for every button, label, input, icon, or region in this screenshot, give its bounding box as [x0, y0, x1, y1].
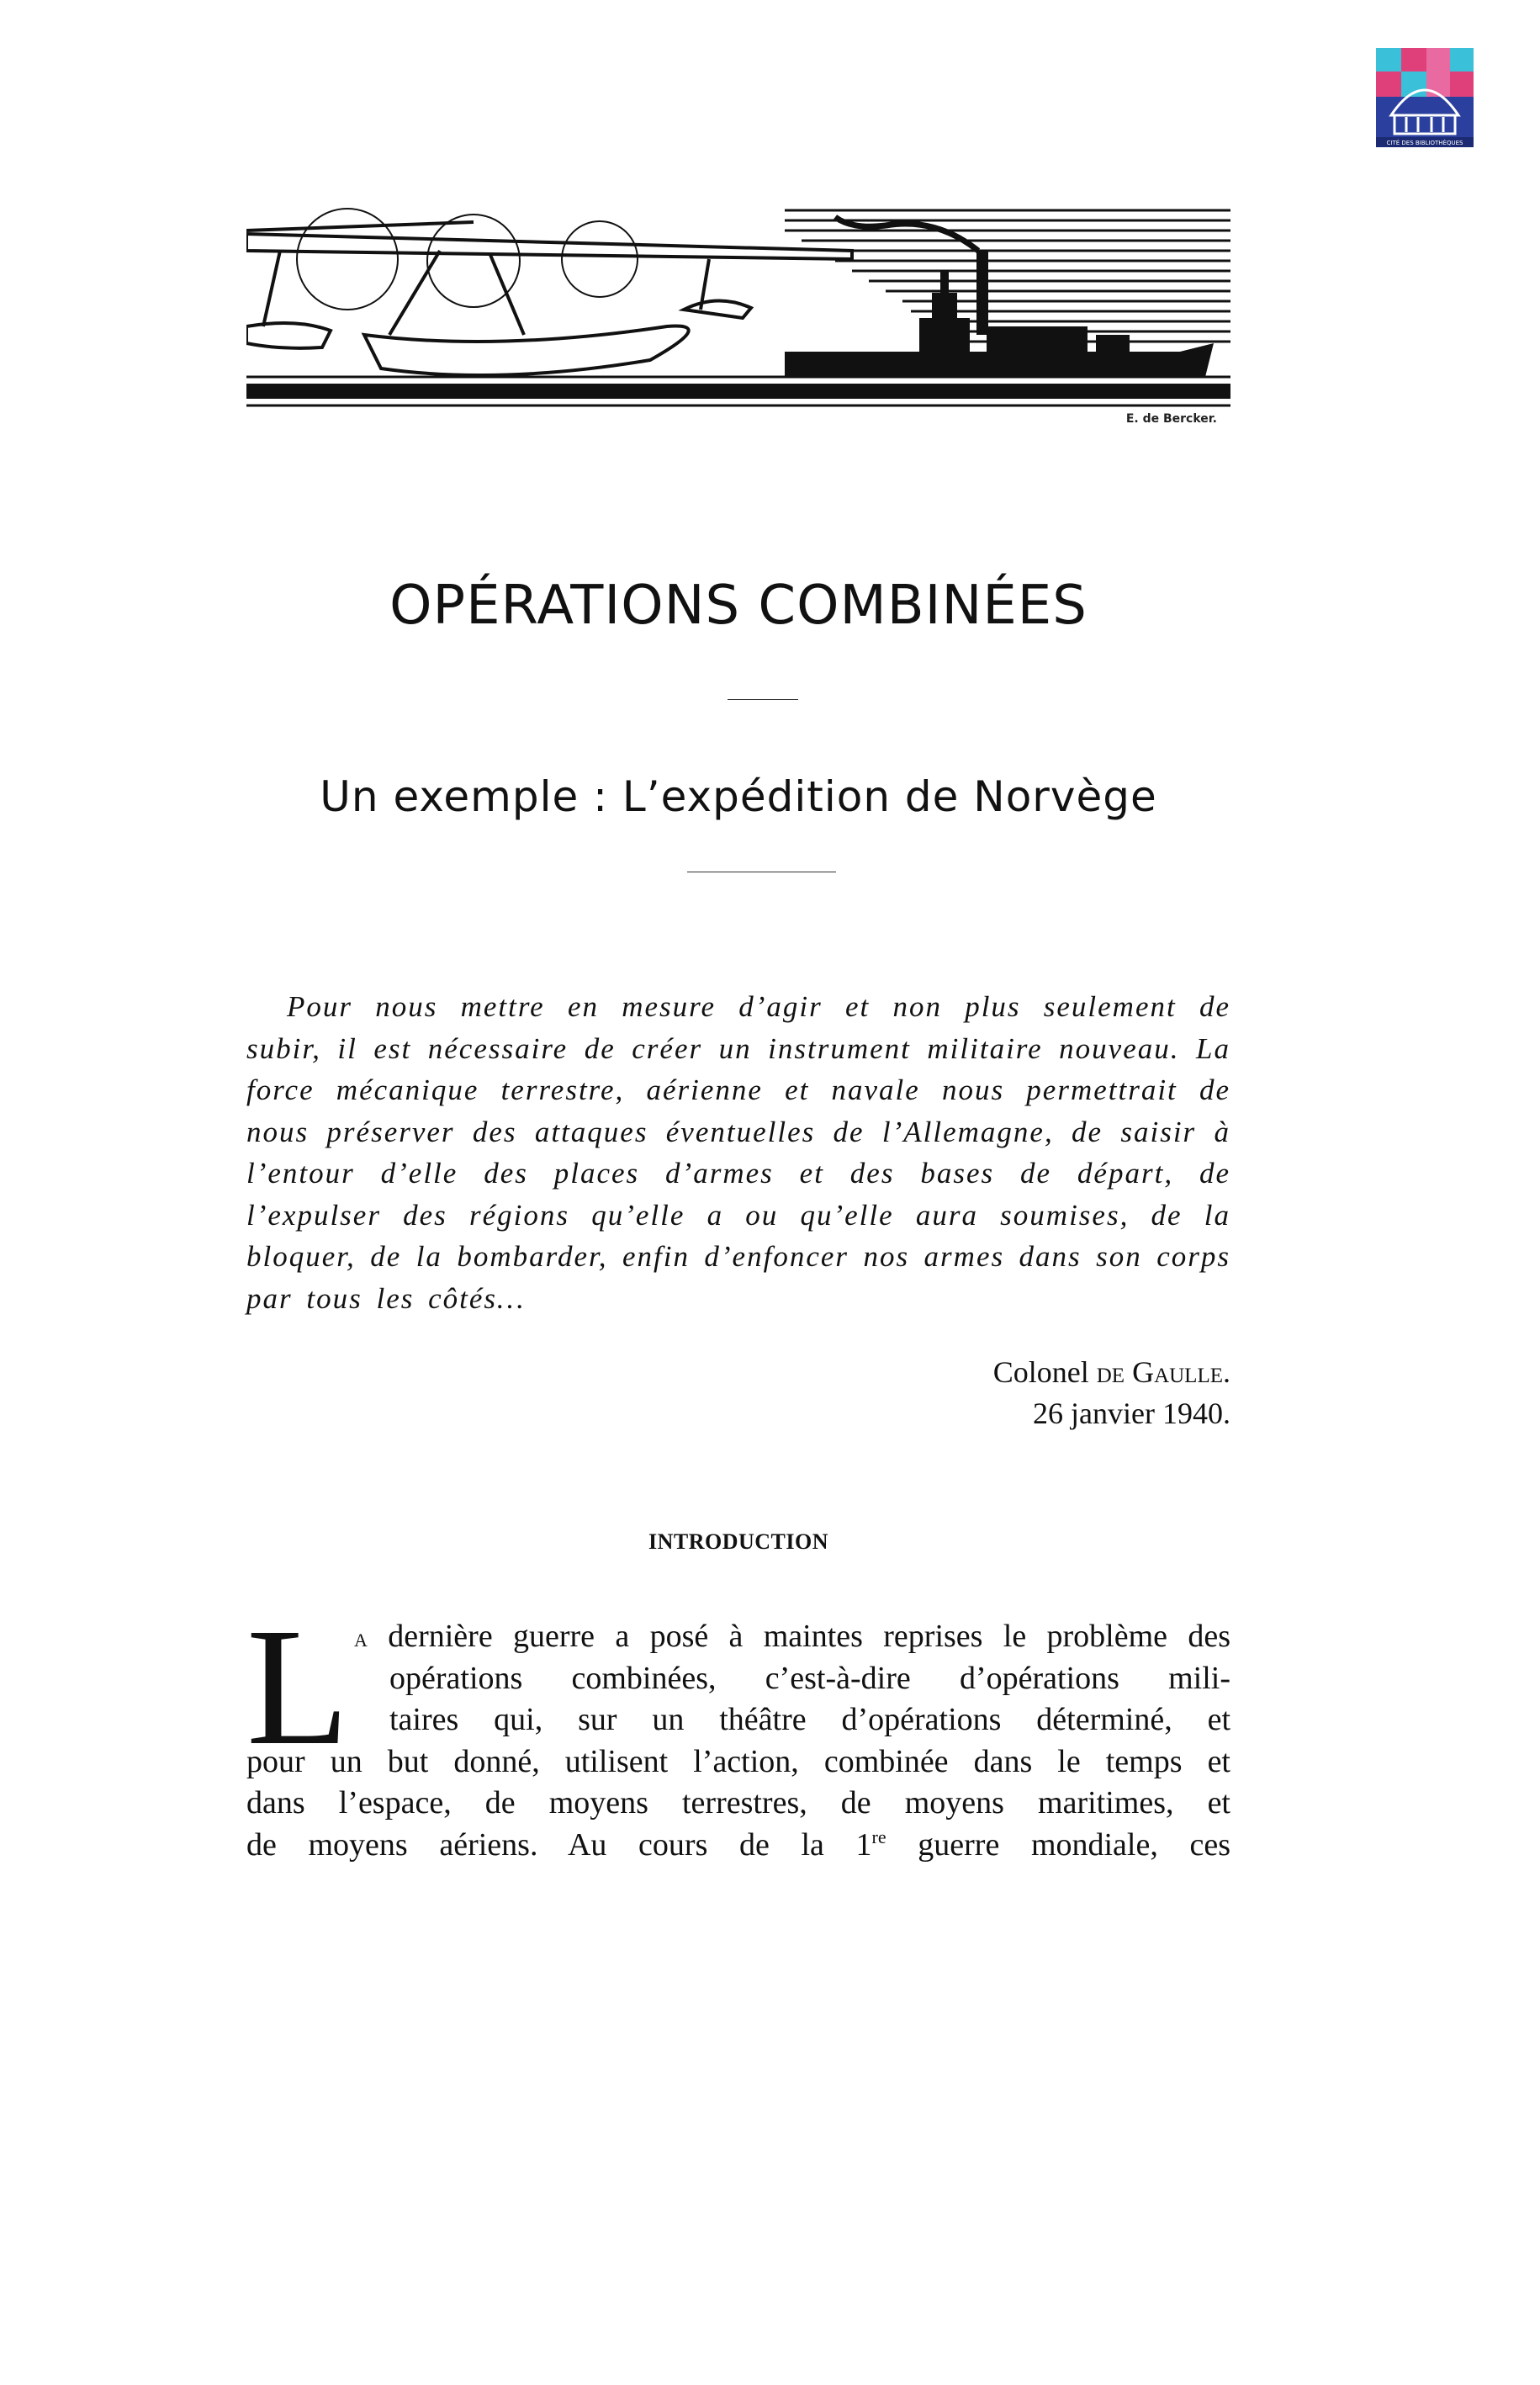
- body-line-text: de moyens aériens. Au cours de la 1: [246, 1826, 872, 1863]
- body-line: [246, 1783, 1230, 1825]
- body-line-text: dernière guerre a posé à maintes reprises le problème des: [388, 1619, 1230, 1654]
- body-line-text: dans l’espace, de moyens terrestres, de moyens maritimes, et: [246, 1785, 1230, 1821]
- first-word-small-caps: a: [354, 1622, 368, 1652]
- library-building-logo-icon: [1376, 48, 1474, 147]
- body-line: [389, 1699, 1230, 1741]
- library-logo: [1376, 48, 1474, 147]
- body-line-text: guerre mondiale, ces: [886, 1826, 1231, 1863]
- epigraph-author: [246, 1352, 1230, 1393]
- ordinal-superscript: re: [871, 1826, 886, 1847]
- title-divider: [728, 699, 798, 700]
- body-line: [389, 1658, 1230, 1700]
- body-line: [246, 1825, 1230, 1867]
- banner-signature: E. de Bercker.: [1125, 412, 1217, 426]
- body-line: [354, 1616, 1230, 1658]
- epigraph-author-prefix: Colonel: [992, 1355, 1089, 1389]
- svg-text:CITÉ DES BIBLIOTHÈQUES: CITÉ DES BIBLIOTHÈQUES: [1386, 140, 1463, 146]
- section-heading: INTRODUCTION: [648, 1529, 829, 1554]
- page-title: OPÉRATIONS COMBINÉES: [389, 575, 1088, 637]
- epigraph-attribution: [246, 1352, 1230, 1434]
- drop-cap: L: [246, 1594, 350, 1780]
- body-line: [246, 1741, 1230, 1783]
- page-subtitle: Un exemple : L’expédition de Norvège: [320, 772, 1157, 821]
- seaplane-and-warship-illustration: [246, 200, 1230, 426]
- epigraph-author-name: de Gaulle.: [1096, 1355, 1230, 1389]
- epigraph-quote: Pour nous mettre en mesure d’agir et non plus seulement de subir, il est nécessaire de créer un instrument militaire nouveau. La force mécanique terrestre, aérienne et navale nous permettrait de nous préserver des attaques éventuelles de l’Allemagne, de saisir à l’entour d’elle des places d’armes et des bases de départ, de l’expulser des régions qu’elle a ou qu’elle aura soumises, de la bloquer, de la bombarder, enfin d’enfoncer nos armes dans son corps par tous les côtés…: [246, 990, 1230, 1315]
- banner-illustration: [246, 200, 1230, 426]
- epigraph-date: 26 janvier 1940.: [1033, 1397, 1230, 1430]
- body-line-text: taires qui, sur un théâtre d’opérations déterminé, et: [389, 1702, 1230, 1737]
- body-line-text: opérations combinées, c’est-à-dire d’opérations mili-: [389, 1660, 1230, 1696]
- body-line-text: pour un but donné, utilisent l’action, combinée dans le temps et: [246, 1743, 1230, 1779]
